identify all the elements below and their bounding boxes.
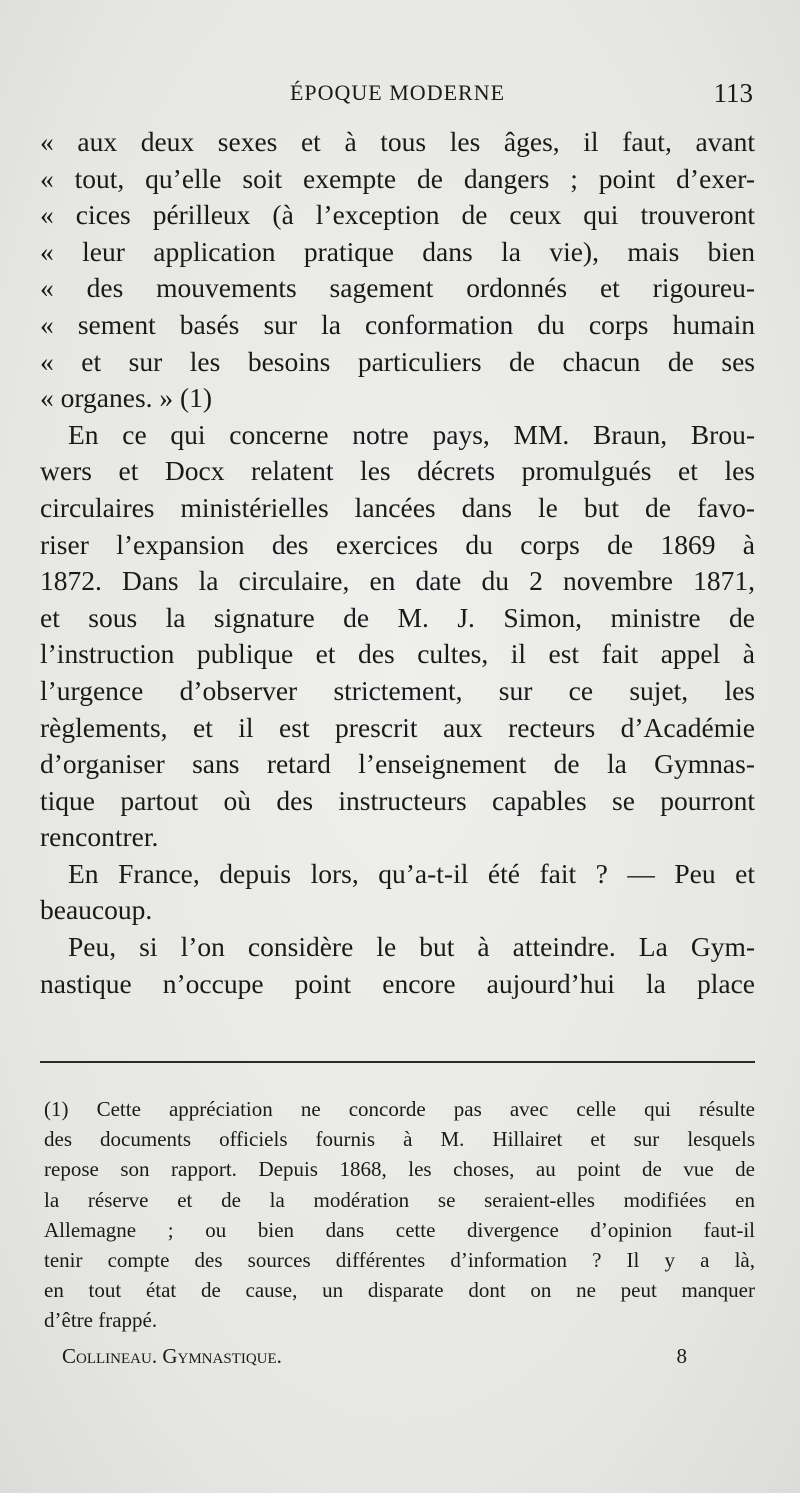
- footnote-line: (1) Cette appréciation ne concorde pas avec celle qui résulte: [44, 1097, 755, 1121]
- text-line: règlements, et il est prescrit aux recteurs d’Académie: [40, 711, 755, 743]
- signature-number: 8: [676, 1344, 687, 1368]
- printer-signature: [62, 1344, 687, 1372]
- page-number: 113: [713, 78, 753, 108]
- text-line: « cices périlleux (à l’exception de ceux qui trouveront: [40, 199, 755, 231]
- text-line: nastique n’occupe point encore aujourd’hui la place: [40, 967, 755, 999]
- text-line: « organes. » (1): [40, 382, 213, 414]
- text-line: riser l’expansion des exercices du corps de 1869 à: [40, 528, 755, 560]
- text-line: « sement basés sur la conformation du corps humain: [40, 308, 755, 340]
- footnote-line: des documents officiels fournis à M. Hillairet et sur lesquels: [44, 1127, 755, 1152]
- text-line: « tout, qu’elle soit exempte de dangers ; point d’exer-: [40, 162, 755, 194]
- text-line: l’urgence d’observer strictement, sur ce sujet, les: [40, 674, 755, 706]
- footnote-line: tenir compte des sources différentes d’information ? Il y a là,: [44, 1247, 755, 1272]
- footnote-line: repose son rapport. Depuis 1868, les choses, au point de vue de: [44, 1157, 755, 1182]
- text-line: rencontrer.: [40, 821, 159, 853]
- text-line: « des mouvements sagement ordonnés et rigoureu-: [40, 272, 755, 304]
- text-line: « et sur les besoins particuliers de chacun de ses: [40, 345, 755, 377]
- signature-text: Collineau. Gymnastique.: [62, 1344, 282, 1368]
- body-text: [40, 124, 755, 1002]
- text-line: circulaires ministérielles lancées dans le but de favo-: [40, 491, 755, 523]
- text-line: 1872. Dans la circulaire, en date du 2 novembre 1871,: [40, 565, 755, 597]
- footnote-line: en tout état de cause, un disparate dont on ne peut manquer: [44, 1278, 755, 1303]
- text-line: « aux deux sexes et à tous les âges, il faut, avant: [40, 126, 755, 157]
- text-line: wers et Docx relatent les décrets promulgués et les: [40, 455, 755, 487]
- page-header: [40, 78, 755, 118]
- running-title: ÉPOQUE MODERNE: [289, 80, 506, 105]
- footnote-line: d’être frappé.: [44, 1308, 158, 1333]
- text-line: d’organiser sans retard l’enseignement de la Gymnas-: [40, 748, 755, 780]
- text-line: et sous la signature de M. J. Simon, ministre de: [40, 601, 755, 633]
- footnote-line: Allemagne ; ou bien dans cette divergence d’opinion faut-il: [44, 1217, 755, 1242]
- footnote: [44, 1094, 755, 1336]
- text-line: En ce qui concerne notre pays, MM. Braun, Brou-: [68, 418, 755, 450]
- text-line: l’instruction publique et des cultes, il est fait appel à: [40, 638, 755, 670]
- text-line: « leur application pratique dans la vie), mais bien: [40, 235, 755, 267]
- text-line: beaucoup.: [40, 894, 153, 926]
- text-line: En France, depuis lors, qu’a-t-il été fait ? — Peu et: [68, 857, 755, 889]
- text-line: Peu, si l’on considère le but à atteindre. La Gym-: [68, 931, 755, 963]
- footnote-divider: [40, 1061, 755, 1063]
- footnote-line: la réserve et de la modération se seraient-elles modifiées en: [44, 1187, 755, 1212]
- text-line: tique partout où des instructeurs capables se pourront: [40, 784, 755, 816]
